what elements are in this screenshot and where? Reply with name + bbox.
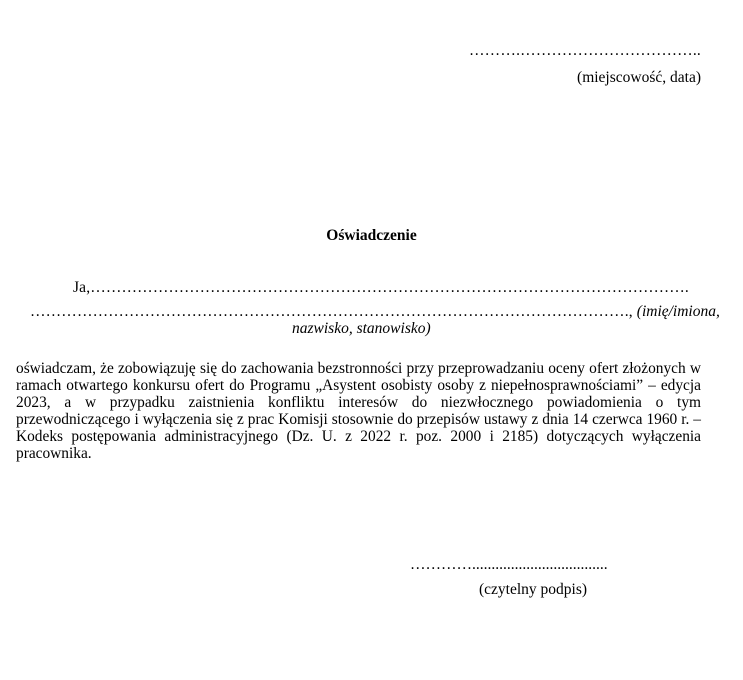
name-hint-second: nazwisko, stanowisko) bbox=[292, 320, 431, 337]
place-date-field: ……….…………………………….. bbox=[468, 42, 701, 59]
declaration-body: oświadczam, że zobowiązuję się do zachowania bezstronności przy przeprowadzaniu oceny ofert złożonych w ramach otwartego konkursu ofert do Programu „Asystent osobisty osoby z niepełnosprawnościami” – edycja 2023, a w przypadku zaistnienia konfliktu interesów do niezwłocznego powiadomienia o tym przewodniczącego i wyłączenia się z prac Komisji stosownie do przepisów ustawy z dnia 14 czerwca 1960 r. – Kodeks postępowania administracyjnego (Dz. U. z 2022 r. poz. 2000 i 2185) dotyczących wyłączenia pracownika. bbox=[16, 360, 701, 462]
name-field-line-2 bbox=[30, 303, 720, 320]
document-title: Oświadczenie bbox=[326, 227, 417, 244]
signature-label: (czytelny podpis) bbox=[479, 581, 588, 598]
name-field-line-1: Ja,……………………………………………………………………………………………………. bbox=[73, 279, 689, 296]
name-field-dots: ……………………………………………………………………………………………………., bbox=[30, 303, 633, 320]
name-hint-first: (imię/imiona, bbox=[636, 303, 720, 320]
signature-field: …………................................... bbox=[410, 556, 608, 573]
place-date-label: (miejscowość, data) bbox=[577, 69, 701, 86]
